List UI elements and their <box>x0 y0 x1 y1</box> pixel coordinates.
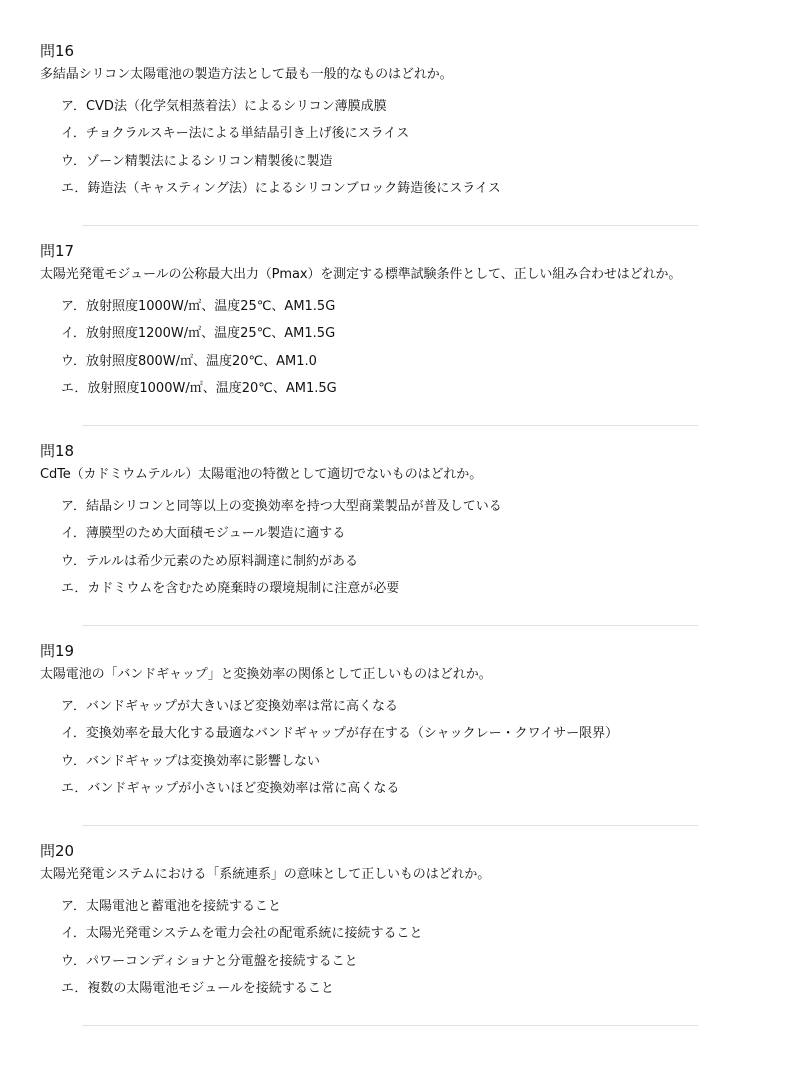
option-i[interactable]: イ．変換効率を最大化する最適なバンドギャップが存在する（シャックレー・クワイサー限界） <box>61 726 619 742</box>
option-a[interactable]: ア．バンドギャップが大きいほど変換効率は常に高くなる <box>61 699 398 714</box>
option-u[interactable]: ウ．テルルは希少元素のため原料調達に制約がある <box>61 553 358 569</box>
option-list <box>40 898 760 1007</box>
question-divider <box>82 425 698 426</box>
question-text: CdTe（カドミウムテルル）太陽電池の特徴として適切でないものはどれか。 <box>40 467 483 482</box>
question-number: 問18 <box>40 442 75 460</box>
option-a[interactable]: ア．太陽電池と蓄電池を接続すること <box>61 899 281 914</box>
option-e[interactable]: エ．バンドギャップが小さいほど変換効率は常に高くなる <box>61 780 400 796</box>
question-block-16 <box>40 42 760 207</box>
option-e[interactable]: エ．鋳造法（キャスティング法）によるシリコンブロック鋳造後にスライス <box>61 180 501 196</box>
question-block-17 <box>40 242 760 407</box>
question-block-19 <box>40 642 760 807</box>
option-list <box>40 98 760 207</box>
option-i[interactable]: イ．太陽光発電システムを電力会社の配電系統に接続すること <box>61 926 423 942</box>
question-number: 問19 <box>40 642 75 660</box>
option-e[interactable]: エ．カドミウムを含むため廃棄時の環境規制に注意が必要 <box>61 580 400 596</box>
question-number: 問16 <box>40 42 75 60</box>
question-block-18 <box>40 442 760 607</box>
question-divider <box>82 825 698 826</box>
question-text: 太陽光発電モジュールの公称最大出力（Pmax）を測定する標準試験条件として、正しい組み合わせはどれか。 <box>40 267 682 282</box>
option-e[interactable]: エ．複数の太陽電池モジュールを接続すること <box>61 980 334 996</box>
option-i[interactable]: イ．チョクラルスキー法による単結晶引き上げ後にスライス <box>61 126 410 142</box>
question-divider <box>82 225 698 226</box>
question-block-20 <box>40 842 760 1007</box>
option-u[interactable]: ウ．ゾーン精製法によるシリコン精製後に製造 <box>61 153 333 169</box>
option-list <box>40 298 760 407</box>
question-number: 問20 <box>40 842 75 860</box>
question-text: 太陽光発電システムにおける「系統連系」の意味として正しいものはどれか。 <box>40 867 491 882</box>
option-e[interactable]: エ．放射照度1000W/㎡、温度20℃、AM1.5G <box>61 380 337 396</box>
option-a[interactable]: ア．放射照度1000W/㎡、温度25℃、AM1.5G <box>61 299 336 314</box>
option-u[interactable]: ウ．放射照度800W/㎡、温度20℃、AM1.0 <box>61 353 317 369</box>
question-text: 多結晶シリコン太陽電池の製造方法として最も一般的なものはどれか。 <box>40 67 453 82</box>
option-i[interactable]: イ．薄膜型のため大面積モジュール製造に適する <box>61 526 346 542</box>
question-divider <box>82 625 698 626</box>
question-divider <box>82 1025 698 1026</box>
option-i[interactable]: イ．放射照度1200W/㎡、温度25℃、AM1.5G <box>61 326 336 342</box>
question-number: 問17 <box>40 242 75 260</box>
question-text: 太陽電池の「バンドギャップ」と変換効率の関係として正しいものはどれか。 <box>40 667 492 682</box>
option-a[interactable]: ア．CVD法（化学気相蒸着法）によるシリコン薄膜成膜 <box>61 99 387 114</box>
option-list <box>40 498 760 607</box>
option-list <box>40 698 760 807</box>
option-u[interactable]: ウ．パワーコンディショナと分電盤を接続すること <box>61 953 358 969</box>
option-a[interactable]: ア．結晶シリコンと同等以上の変換効率を持つ大型商業製品が普及している <box>61 499 502 514</box>
option-u[interactable]: ウ．バンドギャップは変換効率に影響しない <box>61 753 320 769</box>
